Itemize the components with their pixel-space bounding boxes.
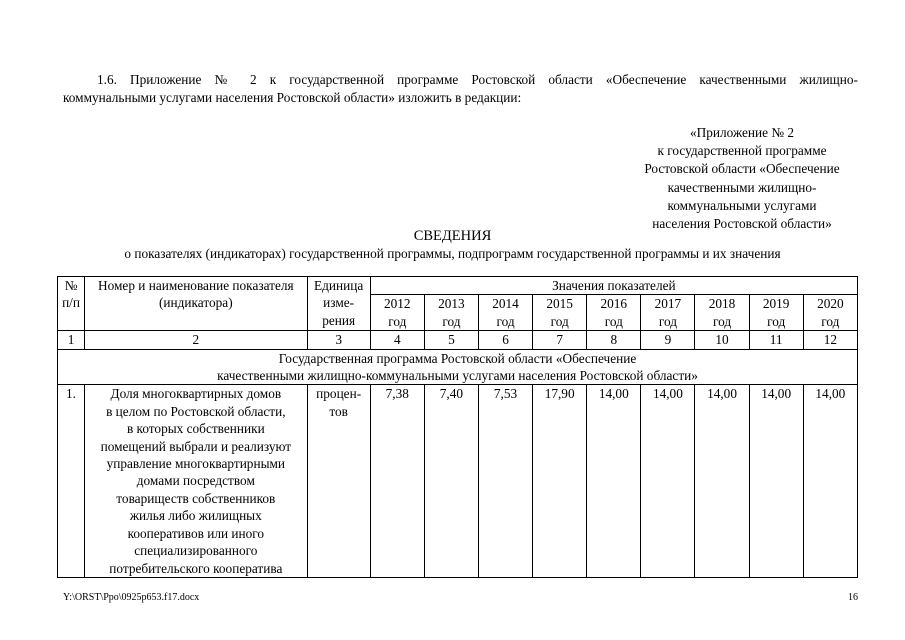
header-year: 2015 год bbox=[533, 295, 587, 331]
indicators-table bbox=[57, 276, 858, 578]
header-year: 2020 год bbox=[803, 295, 857, 331]
column-number: 1 bbox=[58, 331, 85, 349]
annex-line: Ростовской области «Обеспечение bbox=[644, 161, 840, 177]
header-year: 2019 год bbox=[749, 295, 803, 331]
header-unit: Единица изме-рения bbox=[307, 277, 370, 331]
row-num: 1. bbox=[58, 385, 85, 577]
column-number: 5 bbox=[424, 331, 478, 349]
document-title: СВЕДЕНИЯ bbox=[413, 228, 492, 244]
intro-line-2: коммунальными услугами населения Ростовской области» изложить в редакции: bbox=[63, 90, 522, 105]
column-number: 7 bbox=[533, 331, 587, 349]
column-number: 8 bbox=[587, 331, 641, 349]
header-num: № п/п bbox=[58, 277, 85, 331]
value-cell: 14,00 bbox=[587, 385, 641, 577]
annex-heading bbox=[626, 124, 858, 233]
header-year: 2012 год bbox=[370, 295, 424, 331]
annex-line: «Приложение № 2 bbox=[690, 125, 794, 140]
column-number: 9 bbox=[641, 331, 695, 349]
annex-line: качественными жилищно- bbox=[667, 179, 817, 195]
column-number: 12 bbox=[803, 331, 857, 349]
column-number: 6 bbox=[478, 331, 532, 349]
header-year: 2016 год bbox=[587, 295, 641, 331]
value-cell: 7,53 bbox=[478, 385, 532, 577]
value-cell: 14,00 bbox=[641, 385, 695, 577]
column-number: 2 bbox=[85, 331, 308, 349]
document-subtitle: о показателях (индикаторах) государственной программы, подпрограмм государственной программы и их значения bbox=[124, 246, 781, 261]
column-number: 3 bbox=[307, 331, 370, 349]
header-row-1 bbox=[58, 277, 858, 295]
column-number: 4 bbox=[370, 331, 424, 349]
header-year: 2018 год bbox=[695, 295, 749, 331]
header-values-group: Значения показателей bbox=[370, 277, 857, 295]
indicator-name: Доля многоквартирных домов в целом по Ростовской области, в которых собственники помещений выбрали и реализуют управление многоквартирными домами посредством товариществ собственников жилья либо жилищных кооперативов или иного специализированного потребительского кооператива bbox=[85, 385, 308, 577]
header-name: Номер и наименование показателя (индикатора) bbox=[85, 277, 308, 331]
section-title-row bbox=[58, 349, 858, 385]
column-numbers-row bbox=[58, 331, 858, 349]
table-row bbox=[58, 385, 858, 577]
footer-file-path: Y:\ORST\Ppo\0925p653.f17.docx bbox=[63, 592, 200, 603]
header-year: 2017 год bbox=[641, 295, 695, 331]
column-number: 11 bbox=[749, 331, 803, 349]
header-year: 2013 год bbox=[424, 295, 478, 331]
value-cell: 7,38 bbox=[370, 385, 424, 577]
value-cell: 17,90 bbox=[533, 385, 587, 577]
intro-paragraph bbox=[63, 71, 858, 107]
annex-line: коммунальными услугами bbox=[667, 197, 817, 213]
header-year: 2014 год bbox=[478, 295, 532, 331]
value-cell: 7,40 bbox=[424, 385, 478, 577]
value-cell: 14,00 bbox=[749, 385, 803, 577]
value-cell: 14,00 bbox=[803, 385, 857, 577]
value-cell: 14,00 bbox=[695, 385, 749, 577]
indicator-unit: процен- тов bbox=[307, 385, 370, 577]
column-number: 10 bbox=[695, 331, 749, 349]
annex-line: к государственной программе bbox=[657, 143, 827, 159]
intro-line-1: 1.6. Приложение № 2 к государственной программе Ростовской области «Обеспечение качественными жилищно- bbox=[97, 72, 858, 87]
section-title: Государственная программа Ростовской области «Обеспечение качественными жилищно-коммунальными услугами населения Ростовской области» bbox=[58, 349, 858, 385]
page-number: 16 bbox=[848, 592, 858, 603]
annex-line: населения Ростовской области» bbox=[652, 216, 832, 232]
